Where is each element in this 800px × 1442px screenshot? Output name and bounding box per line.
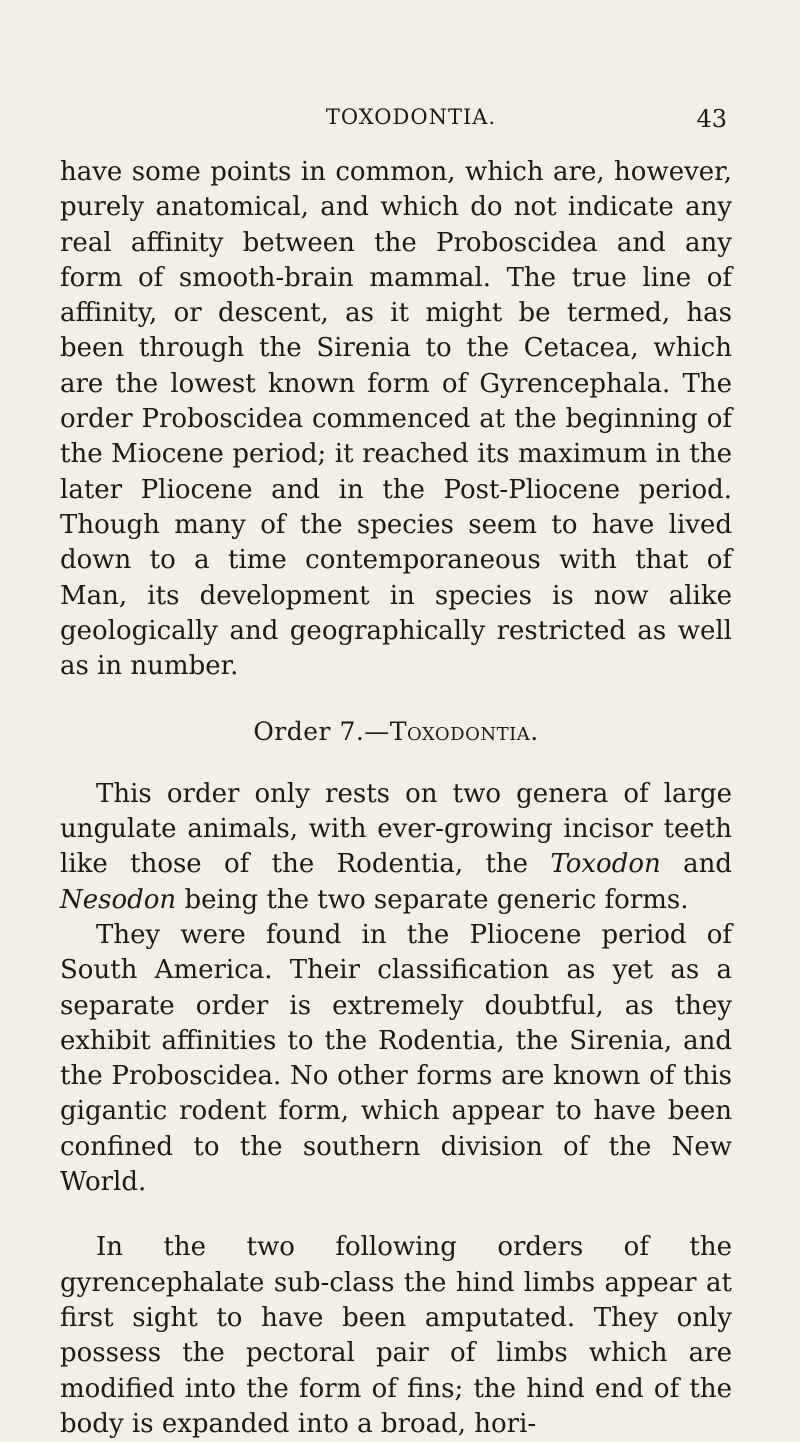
genus-name-nesodon: Nesodon <box>60 884 177 915</box>
paragraph-proboscidea-affinity: have some points in common, which are, however, purely anatomical, and which do not indicate any real affinity between the Proboscidea and any form of smooth-brain mammal. The true line of affinity, or descent, as it might be termed, has been through the Sirenia to the Cetacea, which are the lowest known form of Gyrencephala. The order Proboscidea commenced at the beginning of the Miocene period; it reached its maximum in the later Pliocene and in the Post-Pliocene period. Though many of the species seem to have lived down to a time contemporaneous with that of Man, its development in species is now alike geologically and geographically restricted as well as in number. <box>60 157 732 682</box>
body-text <box>60 155 732 1442</box>
genus-name-toxodon: Toxodon <box>550 849 661 880</box>
paragraph-text: and <box>660 849 732 880</box>
running-title: TOXODONTIA. <box>325 105 497 129</box>
section-heading-name: Toxodontia. <box>389 717 539 747</box>
section-heading <box>60 714 732 749</box>
running-head <box>95 105 727 145</box>
paragraph-text: being the two separate generic forms. <box>176 884 689 915</box>
paragraph-text: This order only rests on two genera of large ungulate animals, with ever-growing incisor teeth like those of the Rodentia, the <box>60 778 732 880</box>
paragraph-pliocene-south-america: They were found in the Pliocene period of South America. Their classification as yet as a separate order is extremely doubtful, as they exhibit affinities to the Rodentia, the Sirenia, and the Proboscidea. No other forms are known of this gigantic rodent form, which appear to have been confined to the southern division of the New World. <box>60 919 732 1198</box>
paragraph-following-orders: In the two following orders of the gyrencephalate sub-class the hind limbs appear at first sight to have been amputated. They only possess the pectoral pair of limbs which are modified into the form of fins; the hind end of the body is expanded into a broad, hori- <box>60 1232 732 1439</box>
paragraph-toxodontia-genera <box>60 777 732 918</box>
section-heading-prefix: Order 7.— <box>253 717 390 747</box>
page-number: 43 <box>696 105 727 133</box>
